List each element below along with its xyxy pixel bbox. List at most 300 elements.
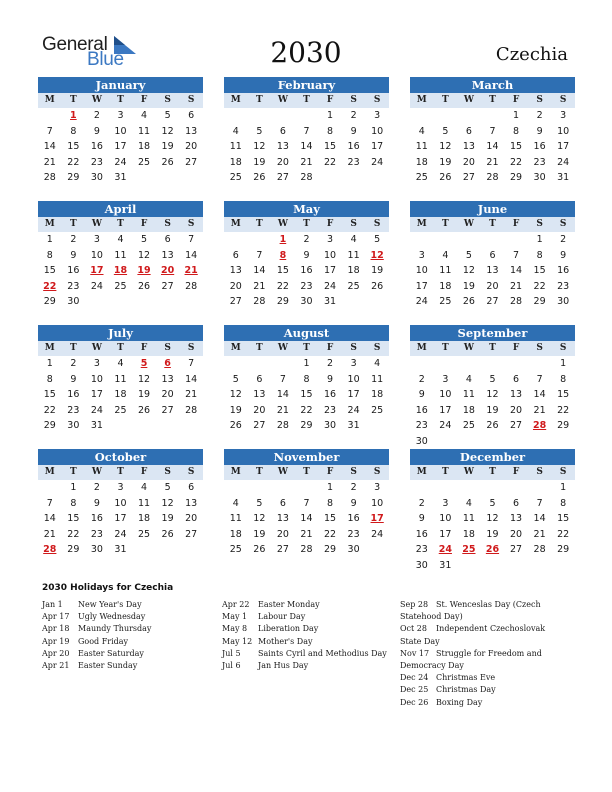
week-row [410,387,575,403]
day-cell: 5 [141,234,148,245]
week-row [38,155,203,171]
day-cell: 24 [371,528,384,540]
day-cell: 8 [46,249,53,261]
weekday-label: T [489,95,496,105]
day-cell: 20 [276,156,289,168]
holiday-name: Jan Hus Day [258,661,309,671]
day-cell: 6 [256,373,263,385]
day-cell: 9 [350,497,357,509]
day-cell: 25 [137,156,151,168]
holiday-date: Apr 22 [222,600,250,609]
week-row [410,124,575,140]
weekday-label: W [463,219,474,229]
week-row [224,279,389,295]
day-cell: 15 [533,265,546,276]
day-cell [457,232,481,248]
day-cell [504,232,528,248]
day-cell: 16 [557,265,570,276]
weekday-label: S [187,219,195,229]
holiday-day-cell: 5 [140,358,148,369]
weekday-label: F [512,95,520,105]
holiday-item [222,611,387,623]
day-cell: 26 [439,172,452,183]
day-cell: 15 [43,265,56,276]
day-cell: 8 [46,373,53,385]
day-cell: 11 [462,513,475,524]
holiday-name: Easter Saturday [78,648,144,658]
weekday-label: S [350,95,357,105]
weekday-label: S [559,467,567,477]
holiday-name: Ugly Wednesday [78,612,146,622]
day-cell: 21 [533,528,546,540]
day-cell: 11 [229,141,242,152]
month-header: June [410,201,575,217]
day-cell: 19 [486,528,499,540]
weekday-label: S [373,219,381,229]
day-cell [551,434,575,450]
day-cell: 23 [415,544,428,555]
day-cell: 16 [90,141,103,152]
day-cell: 26 [137,404,151,416]
day-cell: 3 [93,234,100,245]
month-header: February [224,77,389,93]
week-row [410,403,575,419]
day-cell: 27 [509,420,523,431]
day-cell: 10 [347,373,360,385]
weekday-label: S [536,95,543,105]
day-cell [504,434,528,450]
holiday-item [400,672,568,684]
month-header: March [410,77,575,93]
day-cell: 17 [439,528,452,540]
day-cell: 8 [70,497,77,509]
day-cell: 26 [253,172,266,183]
month-header: May [224,201,389,217]
day-cell [38,108,62,124]
day-cell: 26 [161,156,174,168]
holiday-date: Apr 20 [42,648,70,658]
weekday-label: T [117,219,124,229]
weekday-label: T [441,343,449,353]
day-cell: 12 [253,141,266,152]
holiday-date: May 1 [222,612,248,622]
week-row [38,170,203,186]
holiday-day-cell: 20 [160,265,175,276]
day-cell: 11 [137,497,151,509]
day-cell: 4 [465,497,472,509]
day-cell: 19 [229,404,242,416]
day-cell: 3 [117,482,124,493]
week-row [224,372,389,388]
day-cell: 13 [276,141,289,152]
weekday-header-row [224,341,389,356]
day-cell: 18 [371,389,384,400]
day-cell [248,232,272,248]
day-cell: 16 [415,528,428,540]
weekday-label: F [140,95,148,105]
day-cell: 15 [43,389,56,400]
week-row [410,170,575,186]
holidays-title: 2030 Holidays for Czechia [42,583,174,593]
day-cell: 25 [347,280,360,292]
day-cell: 26 [371,280,384,292]
month-march [410,77,575,186]
holiday-name: Liberation Day [258,624,319,634]
weekday-label: S [187,343,195,353]
day-cell: 17 [415,280,428,292]
day-cell: 28 [300,172,313,183]
day-cell: 5 [489,373,496,385]
day-cell: 6 [279,497,286,509]
day-cell [342,170,366,186]
day-cell: 14 [276,389,289,400]
month-november [224,449,389,558]
day-cell: 12 [253,513,266,524]
day-cell: 17 [323,265,337,276]
weekday-label: S [187,95,195,105]
weekday-label: T [441,467,449,477]
day-cell: 16 [67,265,80,276]
weekday-header-row [410,465,575,480]
month-days [410,356,575,449]
day-cell: 10 [557,125,570,137]
day-cell: 31 [90,420,103,431]
weekday-label: S [536,343,543,353]
day-cell [179,418,203,434]
week-row [224,527,389,543]
day-cell [481,558,505,574]
day-cell: 26 [253,544,266,555]
day-cell [179,542,203,558]
month-days [410,108,575,186]
week-row [224,542,389,558]
weekday-header-row [38,217,203,232]
day-cell: 7 [256,249,263,261]
day-cell: 29 [533,296,546,307]
day-cell: 13 [161,373,174,385]
week-row [38,496,203,512]
day-cell: 19 [161,141,174,152]
month-header: August [224,325,389,341]
day-cell: 25 [371,404,384,416]
holiday-item [42,611,151,623]
day-cell: 13 [462,141,475,152]
day-cell: 23 [347,156,360,168]
day-cell: 12 [439,141,452,152]
day-cell: 27 [185,156,198,168]
weekday-label: T [303,95,310,105]
day-cell: 27 [462,172,475,183]
day-cell: 12 [486,389,499,400]
month-header: July [38,325,203,341]
day-cell [365,294,389,310]
holiday-date: Sep 28 [400,600,429,609]
day-cell: 22 [509,156,523,168]
day-cell: 22 [300,404,313,416]
week-row [410,232,575,248]
day-cell: 19 [253,528,266,540]
day-cell: 11 [415,141,428,152]
day-cell: 25 [229,172,242,183]
day-cell: 26 [229,420,242,431]
day-cell: 17 [557,141,570,152]
day-cell: 21 [300,156,313,168]
day-cell: 25 [415,172,428,183]
week-row [224,248,389,264]
weekday-label: T [255,219,263,229]
weekday-label: F [326,95,334,105]
day-cell: 16 [90,513,103,524]
day-cell: 25 [114,404,127,416]
week-row [224,496,389,512]
day-cell [457,356,481,372]
day-cell: 24 [415,296,428,307]
month-december [410,449,575,573]
month-header: November [224,449,389,465]
day-cell: 1 [303,358,310,369]
holiday-date: Apr 21 [42,661,70,671]
holiday-column [400,599,568,709]
day-cell: 3 [350,358,357,369]
day-cell: 18 [229,528,242,540]
day-cell: 6 [232,249,239,261]
week-row [224,403,389,419]
holiday-date: May 12 [222,636,253,646]
weekday-label: T [69,343,77,353]
day-cell [132,418,156,434]
week-row [224,294,389,310]
weekday-label: S [350,219,357,229]
day-cell [224,108,248,124]
weekday-label: M [44,95,55,105]
holiday-date: Oct 28 [400,624,427,634]
day-cell: 13 [185,125,198,137]
day-cell: 7 [303,497,310,509]
logo [42,34,142,70]
day-cell [109,418,133,434]
day-cell: 23 [415,420,428,431]
day-cell: 14 [533,389,546,400]
day-cell: 6 [188,110,195,121]
day-cell: 27 [276,544,289,555]
holiday-item [42,623,151,635]
month-days [224,480,389,558]
day-cell [365,418,389,434]
day-cell [481,480,505,496]
weekday-label: F [140,467,148,477]
holiday-item [400,697,568,709]
day-cell: 2 [560,234,567,245]
day-cell: 7 [489,125,496,137]
day-cell: 14 [486,141,499,152]
calendar-year: 2030 [270,36,342,69]
day-cell: 29 [67,544,80,555]
week-row [38,294,203,310]
day-cell: 28 [253,296,266,307]
day-cell: 11 [371,373,384,385]
week-row [224,356,389,372]
day-cell: 11 [462,389,475,400]
day-cell: 6 [465,125,472,137]
holiday-day-cell: 17 [370,513,384,524]
day-cell: 5 [465,249,472,261]
day-cell: 4 [141,110,148,121]
weekday-label: S [536,219,543,229]
day-cell: 9 [560,249,567,261]
weekday-label: S [536,467,543,477]
day-cell: 8 [536,249,543,261]
holiday-name: Good Friday [78,636,129,646]
day-cell: 4 [232,497,239,509]
day-cell [434,232,458,248]
day-cell: 18 [439,280,452,292]
day-cell: 12 [137,373,151,385]
day-cell: 1 [70,482,77,493]
day-cell: 3 [327,234,334,245]
day-cell: 4 [442,249,449,261]
weekday-label: T [69,467,77,477]
day-cell: 30 [415,435,428,447]
day-cell: 22 [533,280,546,292]
day-cell: 11 [347,249,360,261]
day-cell: 6 [164,234,171,245]
holiday-day-cell: 19 [137,265,151,276]
day-cell: 13 [253,389,266,400]
logo-blue-text: Blue [87,49,124,70]
weekday-label: F [512,467,520,477]
day-cell: 6 [513,497,520,509]
holiday-day-cell: 17 [90,265,104,276]
day-cell: 1 [46,358,53,369]
day-cell: 24 [90,280,103,292]
day-cell: 9 [93,497,100,509]
weekday-label: W [463,467,474,477]
day-cell: 30 [323,420,337,431]
holiday-day-cell: 26 [485,544,500,555]
holiday-item [400,599,568,623]
day-cell [224,480,248,496]
holiday-name: Saints Cyril and Methodius Day [258,648,387,658]
weekday-label: M [416,343,427,353]
day-cell: 14 [43,141,56,152]
day-cell: 19 [439,156,452,168]
day-cell: 21 [486,156,499,168]
day-cell: 11 [137,125,151,137]
holiday-day-cell: 18 [113,265,128,276]
month-header: January [38,77,203,93]
month-days [38,108,203,186]
weekday-label: W [91,219,102,229]
day-cell: 9 [418,513,425,524]
day-cell [248,108,272,124]
day-cell: 3 [374,110,381,121]
day-cell: 1 [327,110,334,121]
day-cell: 19 [486,404,499,416]
day-cell: 16 [533,141,546,152]
day-cell: 21 [300,528,313,540]
day-cell: 20 [486,280,499,292]
day-cell: 30 [67,296,80,307]
day-cell [109,294,133,310]
month-january [38,77,203,186]
day-cell: 21 [185,389,198,400]
week-row [38,248,203,264]
day-cell: 31 [114,544,127,555]
month-july [38,325,203,434]
day-cell: 22 [557,528,570,540]
day-cell: 18 [462,404,475,416]
day-cell [248,480,272,496]
day-cell [410,356,434,372]
week-row [410,108,575,124]
weekday-label: W [277,467,288,477]
week-row [224,124,389,140]
holiday-item [42,660,151,672]
month-days [38,480,203,558]
day-cell: 21 [276,404,289,416]
day-cell: 31 [114,172,127,183]
week-row [38,356,203,372]
day-cell: 5 [232,373,239,385]
holiday-name: Easter Sunday [78,661,138,671]
holiday-column [222,599,387,672]
day-cell: 22 [43,404,56,416]
day-cell [434,108,458,124]
weekday-label: T [255,467,263,477]
day-cell: 13 [161,249,174,261]
weekday-label: F [326,343,334,353]
week-row [410,372,575,388]
day-cell: 16 [67,389,80,400]
weekday-label: F [140,343,148,353]
day-cell: 2 [93,482,100,493]
day-cell [271,108,295,124]
month-days [410,232,575,310]
day-cell: 15 [557,513,570,524]
logo-general-text: General [42,34,108,55]
day-cell: 10 [90,373,103,385]
day-cell: 30 [415,559,428,571]
holiday-item [400,623,568,647]
week-row [410,279,575,295]
day-cell: 16 [347,513,360,524]
day-cell: 30 [347,544,360,555]
day-cell [132,294,156,310]
day-cell: 10 [323,249,337,261]
weekday-header-row [38,341,203,356]
weekday-header-row [224,93,389,108]
weekday-label: S [559,343,567,353]
weekday-label: T [255,95,263,105]
weekday-label: M [44,343,55,353]
week-row [224,170,389,186]
month-october [38,449,203,558]
weekday-header-row [224,465,389,480]
day-cell: 29 [300,420,313,431]
day-cell: 26 [161,528,174,540]
day-cell: 29 [43,420,56,431]
day-cell: 6 [279,125,286,137]
week-row [410,480,575,496]
day-cell: 6 [489,249,496,261]
holiday-day-cell: 28 [43,544,57,555]
weekday-label: M [230,467,241,477]
day-cell: 27 [486,296,499,307]
holiday-name: Boxing Day [436,697,483,707]
day-cell: 15 [67,513,80,524]
weekday-label: W [277,219,288,229]
day-cell: 18 [462,528,475,540]
